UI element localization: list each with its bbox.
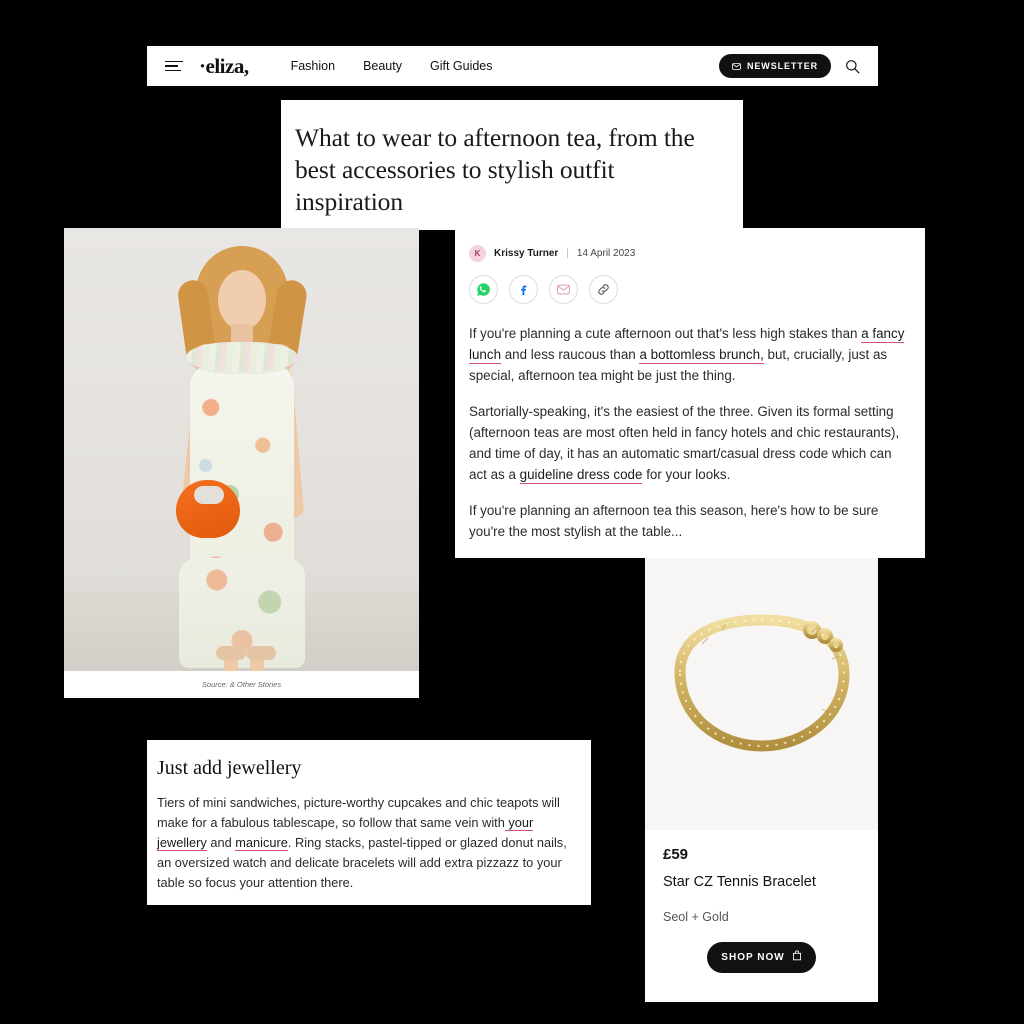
shop-now-label: SHOP NOW (721, 951, 785, 963)
product-price: £59 (663, 846, 689, 863)
page-title: What to wear to afternoon tea, from the best accessories to stylish outfit inspiration (295, 123, 695, 217)
byline-separator: | (566, 248, 569, 259)
article-paragraph-3: If you're planning an afternoon tea this season, here's how to be sure you're the most stylish at the table... (469, 503, 879, 540)
link-bottomless-brunch[interactable]: a bottomless brunch, (639, 347, 764, 363)
facebook-share-button[interactable] (509, 275, 538, 304)
nav-item-gift-guides[interactable]: Gift Guides (429, 59, 493, 73)
jewellery-text-c: . Ring stacks, pastel-tipped or glazed donut nails, an oversized watch and delicate bracelets will add extra pizzazz to your table so focus your attention there. (157, 834, 567, 890)
product-info (645, 830, 878, 973)
email-share-button[interactable] (549, 275, 578, 304)
link-manicure[interactable]: manicure (235, 834, 288, 850)
model-dress-ruffle (186, 342, 298, 372)
search-icon[interactable] (845, 59, 860, 74)
headline-card (281, 100, 743, 230)
product-name: Star CZ Tennis Bracelet (663, 874, 816, 890)
nav-item-fashion[interactable]: Fashion (290, 59, 336, 73)
paragraph-1-text-c: but, crucially, just as special, afternoon tea might be just the thing. (469, 347, 888, 384)
share-row (469, 275, 905, 304)
jewellery-section-card (147, 740, 591, 905)
handbag-opening (194, 486, 224, 504)
photo-caption: Source: & Other Stories (201, 680, 282, 689)
model-shoe-right (246, 646, 276, 660)
link-your-jewellery[interactable]: your jewellery (157, 814, 534, 850)
hamburger-icon[interactable] (165, 61, 183, 72)
copy-link-share-button[interactable] (589, 275, 618, 304)
newsletter-button[interactable] (719, 54, 831, 78)
article-body (469, 323, 905, 542)
logo-dot: · (199, 53, 206, 78)
nav-item-beauty[interactable]: Beauty (363, 59, 402, 73)
model-face (218, 270, 266, 330)
article-paragraph-2 (469, 401, 905, 485)
site-navbar (147, 46, 878, 86)
jewellery-paragraph (157, 793, 569, 893)
logo-text: eliza (205, 53, 244, 78)
author-name[interactable]: Krissy Turner (494, 248, 559, 259)
whatsapp-share-button[interactable] (469, 275, 498, 304)
byline (469, 245, 905, 262)
model-shoe-left (216, 646, 246, 660)
hero-photo (64, 228, 419, 671)
paragraph-1-text-b: and less raucous than (501, 347, 640, 363)
logo-comma: , (243, 53, 249, 78)
primary-nav (291, 59, 493, 73)
paragraph-1-text-a: If you're planning a cute afternoon out that's less high stakes than (469, 326, 862, 341)
link-guideline-dress-code[interactable]: guideline dress code (519, 467, 643, 483)
section-heading-jewellery: Just add jewellery (157, 757, 302, 779)
newsletter-label: NEWSLETTER (747, 61, 818, 71)
publish-date: 14 April 2023 (576, 248, 636, 259)
product-image (645, 558, 878, 830)
shop-now-button[interactable] (707, 942, 816, 973)
jewellery-text-b: and (206, 834, 236, 850)
envelope-icon (732, 62, 741, 71)
article-card (455, 228, 925, 558)
gold-tennis-bracelet-illustration (662, 614, 862, 774)
link-fancy-lunch[interactable]: a fancy lunch (469, 326, 905, 363)
shopping-bag-icon (792, 950, 802, 964)
paragraph-2-text-a: Sartorially-speaking, it's the easiest of the three. Given its formal setting (afternoon teas are most often held in fancy hotels and chic restaurants), and time of day, it has an automatic smart/casual dress code which can act as a (469, 404, 900, 483)
hero-image-card (64, 228, 419, 698)
jewellery-text-a: Tiers of mini sandwiches, picture-worthy cupcakes and chic teapots will make for a fabulous tablescape, so follow that same vein with (157, 795, 560, 830)
product-brand: Seol + Gold (663, 909, 729, 924)
article-paragraph-1 (469, 323, 905, 386)
site-logo[interactable] (199, 54, 249, 79)
nav-actions (719, 54, 860, 78)
avatar: K (469, 245, 486, 262)
product-card[interactable] (645, 558, 878, 1002)
paragraph-2-text-b: for your looks. (642, 467, 731, 483)
